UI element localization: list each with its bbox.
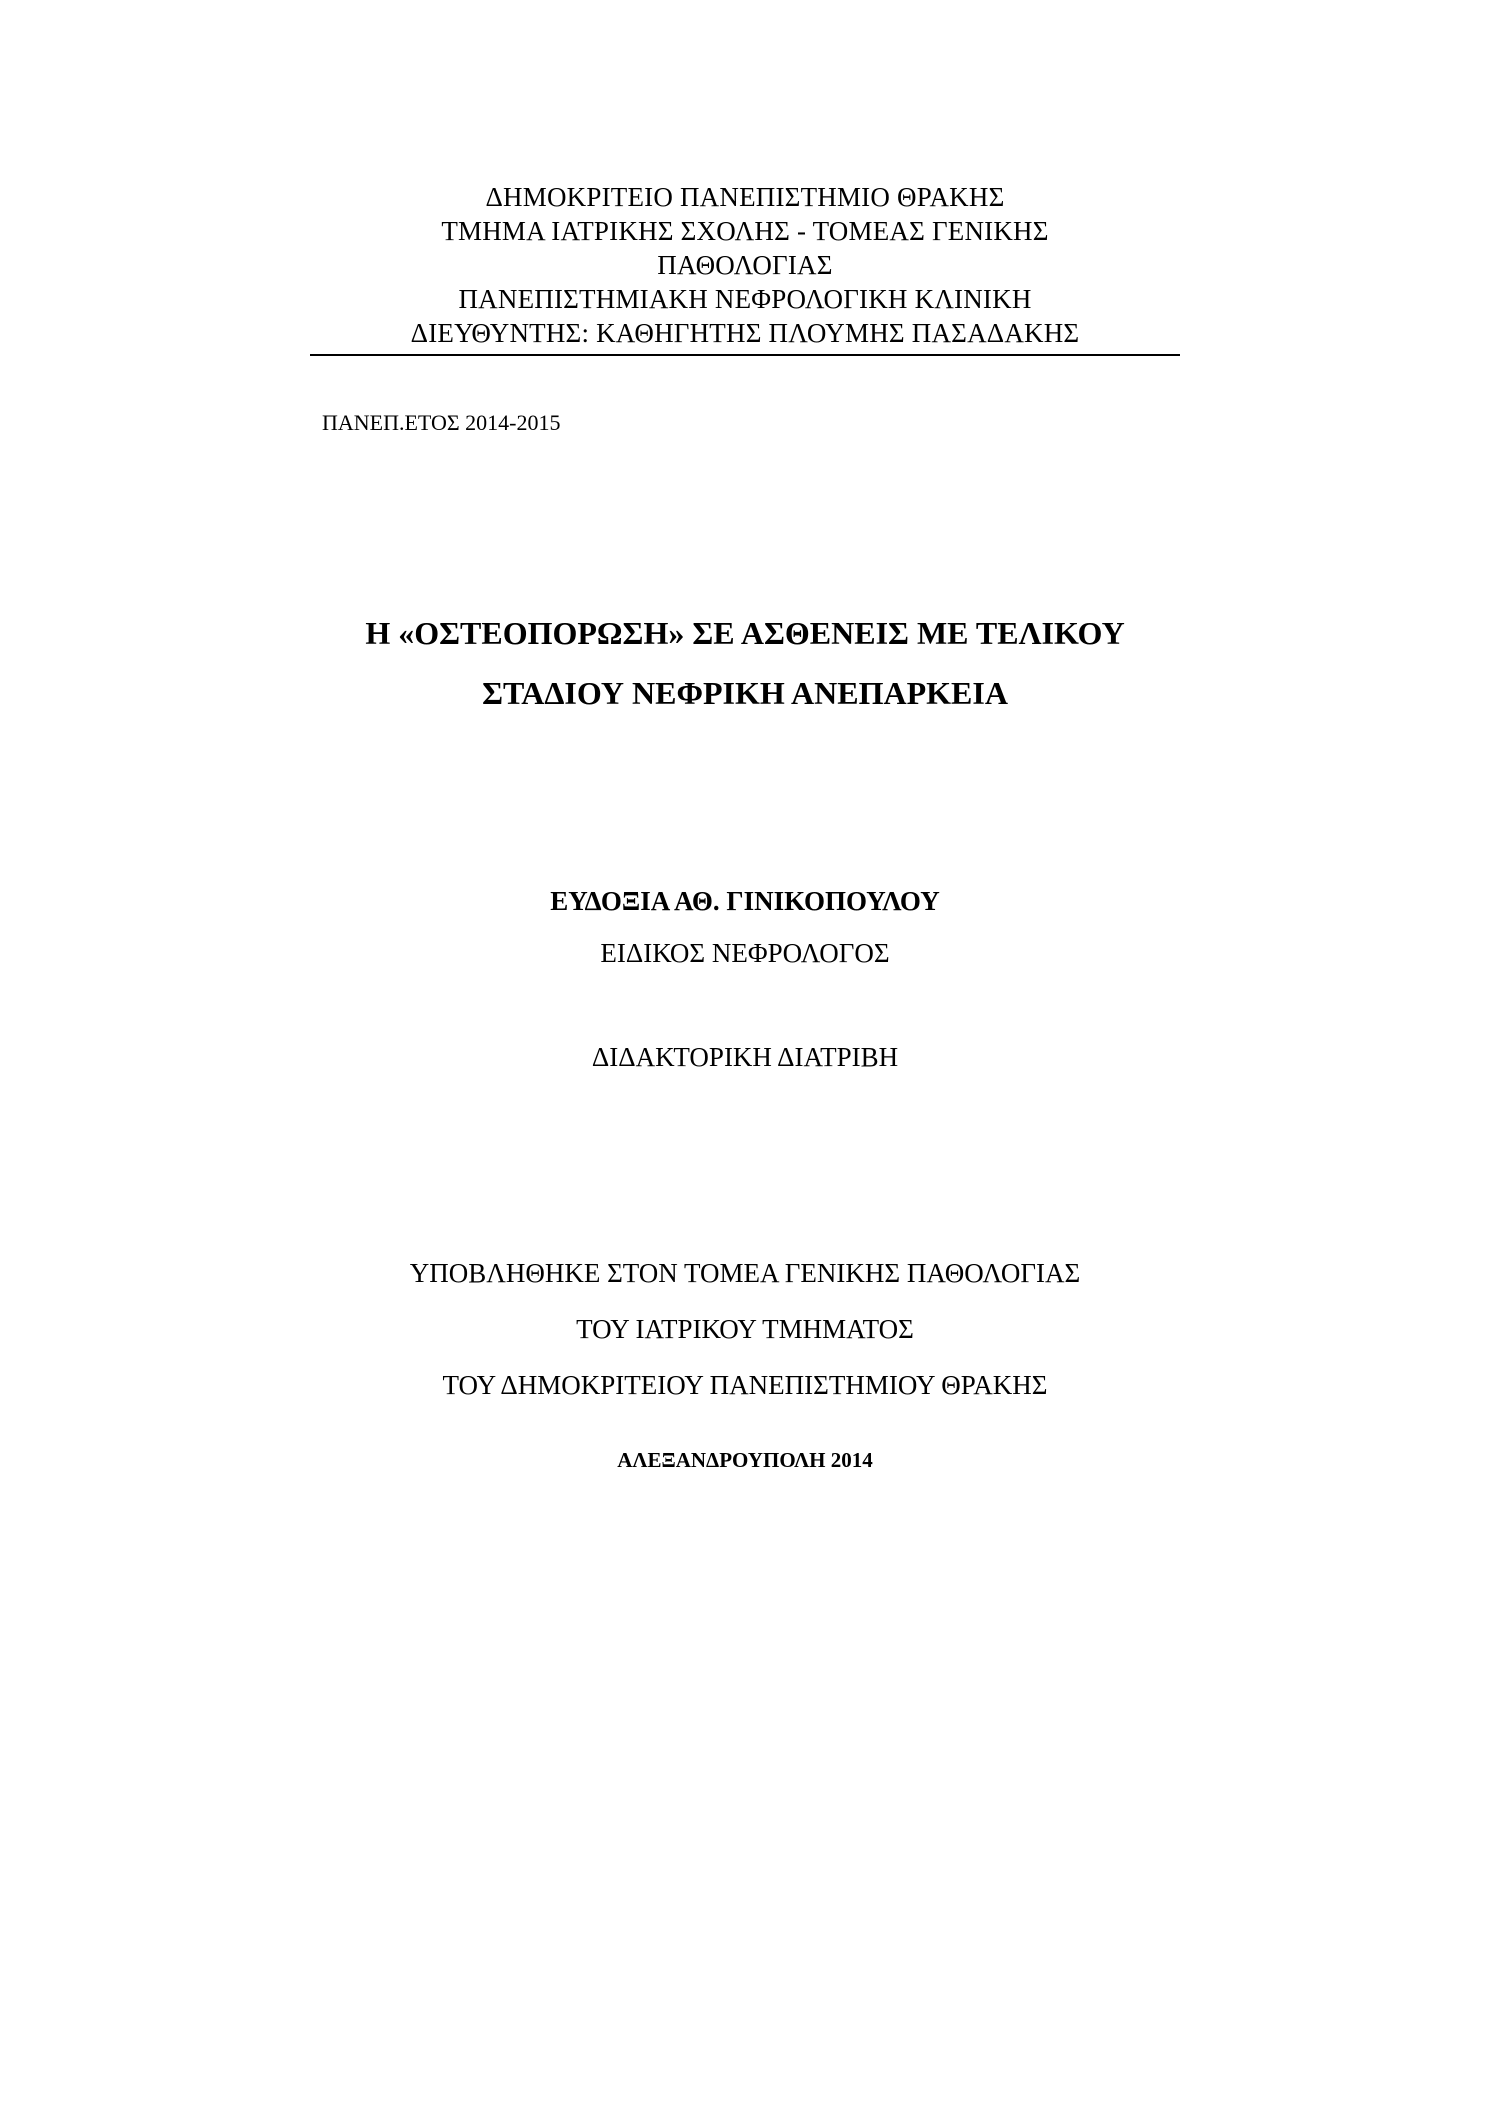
place-and-date: ΑΛΕΞΑΝΔΡΟΥΠΟΛΗ 2014 bbox=[617, 1448, 873, 1472]
submission-statement bbox=[210, 1245, 1280, 1413]
header-director: ΔΙΕΥΘΥΝΤΗΣ: ΚΑΘΗΓΗΤΗΣ ΠΛΟΥΜΗΣ ΠΑΣΑΔΑΚΗΣ bbox=[410, 318, 1080, 348]
submission-line-3: ΤΟΥ ΔΗΜΟΚΡΙΤΕΙΟΥ ΠΑΝΕΠΙΣΤΗΜΙΟΥ ΘΡΑΚΗΣ bbox=[442, 1370, 1048, 1400]
header-clinic: ΠΑΝΕΠΙΣΤΗΜΙΑΚΗ ΝΕΦΡΟΛΟΓΙΚΗ ΚΛΙΝΙΚΗ bbox=[458, 284, 1032, 314]
author-specialty: ΕΙΔΙΚΟΣ ΝΕΦΡΟΛΟΓΟΣ bbox=[600, 938, 890, 968]
header-sector: ΠΑΘΟΛΟΓΙΑΣ bbox=[657, 250, 833, 280]
submission-line-1: ΥΠΟΒΛΗΘΗΚΕ ΣΤΟΝ ΤΟΜΕΑ ΓΕΝΙΚΗΣ ΠΑΘΟΛΟΓΙΑΣ bbox=[409, 1258, 1081, 1288]
title-line-1: Η «ΟΣΤΕΟΠΟΡΩΣΗ» ΣΕ ΑΣΘΕΝΕΙΣ ΜΕ ΤΕΛΙΚΟΥ bbox=[365, 615, 1125, 651]
header-department: ΤΜΗΜΑ ΙΑΤΡΙΚΗΣ ΣΧΟΛΗΣ - ΤΟΜΕΑΣ ΓΕΝΙΚΗΣ bbox=[441, 216, 1049, 246]
submission-line-2: ΤΟΥ ΙΑΤΡΙΚΟΥ ΤΜΗΜΑΤΟΣ bbox=[576, 1314, 914, 1344]
thesis-type: ΔΙΔΑΚΤΟΡΙΚΗ ΔΙΑΤΡΙΒΗ bbox=[591, 1042, 899, 1072]
institution-header bbox=[310, 180, 1180, 350]
author-name: ΕΥΔΟΞΙΑ ΑΘ. ΓΙΝΙΚΟΠΟΥΛΟΥ bbox=[550, 886, 940, 916]
header-university: ΔΗΜΟΚΡΙΤΕΙΟ ΠΑΝΕΠΙΣΤΗΜΙΟ ΘΡΑΚΗΣ bbox=[485, 182, 1005, 212]
thesis-title bbox=[210, 603, 1280, 723]
academic-year: ΠΑΝΕΠ.ΕΤΟΣ 2014-2015 bbox=[322, 410, 561, 435]
header-divider bbox=[310, 354, 1180, 356]
title-line-2: ΣΤΑΔΙΟΥ ΝΕΦΡΙΚΗ ΑΝΕΠΑΡΚΕΙΑ bbox=[482, 675, 1008, 711]
